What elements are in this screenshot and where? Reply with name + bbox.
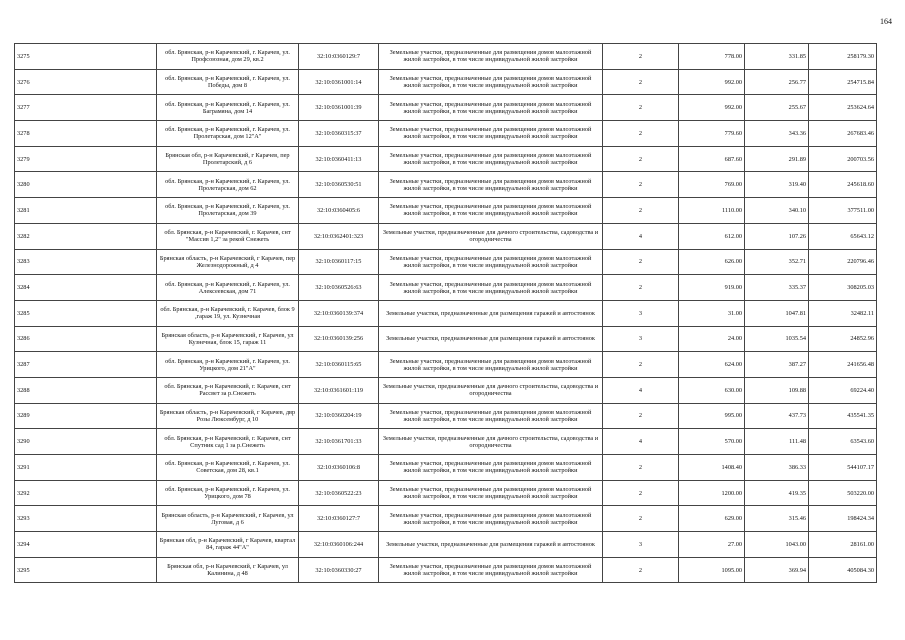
cadastral-number-cell: 32:10:0360330:27 xyxy=(299,557,379,583)
specific-value-cell: 319.40 xyxy=(745,172,809,198)
cadastral-number-cell: 32:10:0360127:7 xyxy=(299,506,379,532)
cadastral-value-cell: 63543.60 xyxy=(809,429,877,455)
category-cell: 2 xyxy=(603,352,679,378)
permitted-use-cell: Земельные участки, предназначенные для размещения домов малоэтажной жилой застройки, в том числе индивидуальной жилой застройки xyxy=(379,480,603,506)
specific-value-cell: 256.77 xyxy=(745,69,809,95)
area-cell: 995.00 xyxy=(679,403,745,429)
specific-value-cell: 315.46 xyxy=(745,506,809,532)
cadastral-value-cell: 24852.96 xyxy=(809,326,877,352)
address-cell: обл. Брянская, р-н Карачевский, г. Карачев, ул. Пролетарская, дом 12"А" xyxy=(157,121,299,147)
area-cell: 778.00 xyxy=(679,44,745,70)
category-cell: 3 xyxy=(603,326,679,352)
address-cell: обл. Брянская, р-н Карачевский, г. Карачев, ул. Урицкого, дом 78 xyxy=(157,480,299,506)
category-cell: 2 xyxy=(603,275,679,301)
permitted-use-cell: Земельные участки, предназначенные для размещения домов малоэтажной жилой застройки, в том числе индивидуальной жилой застройки xyxy=(379,352,603,378)
category-cell: 2 xyxy=(603,95,679,121)
address-cell: Брянская область, р-н Карачевский, г Карачев, ул Луговая, д 6 xyxy=(157,506,299,532)
permitted-use-cell: Земельные участки, предназначенные для размещения домов малоэтажной жилой застройки, в том числе индивидуальной жилой застройки xyxy=(379,403,603,429)
row-number: 3288 xyxy=(15,377,157,403)
cadastral-number-cell: 32:10:0361001:39 xyxy=(299,95,379,121)
cadastral-value-cell: 28161.00 xyxy=(809,532,877,558)
specific-value-cell: 255.67 xyxy=(745,95,809,121)
category-cell: 4 xyxy=(603,377,679,403)
permitted-use-cell: Земельные участки, предназначенные для размещения домов малоэтажной жилой застройки, в том числе индивидуальной жилой застройки xyxy=(379,198,603,224)
cadastral-number-cell: 32:10:0360117:15 xyxy=(299,249,379,275)
specific-value-cell: 109.88 xyxy=(745,377,809,403)
permitted-use-cell: Земельные участки, предназначенные для размещения домов малоэтажной жилой застройки, в том числе индивидуальной жилой застройки xyxy=(379,44,603,70)
row-number: 3279 xyxy=(15,146,157,172)
table-body xyxy=(15,44,877,583)
specific-value-cell: 111.48 xyxy=(745,429,809,455)
row-number: 3283 xyxy=(15,249,157,275)
cadastral-value-cell: 241656.48 xyxy=(809,352,877,378)
specific-value-cell: 419.35 xyxy=(745,480,809,506)
address-cell: обл. Брянская, р-н Карачевский, г. Карачев, снт Спутник сад 1 за р.Снежеть xyxy=(157,429,299,455)
table-row xyxy=(15,300,877,326)
specific-value-cell: 107.26 xyxy=(745,223,809,249)
address-cell: обл. Брянская, р-н Карачевский, г. Карачев, ул. Профсоюзная, дом 29, кв.2 xyxy=(157,44,299,70)
permitted-use-cell: Земельные участки, предназначенные для размещения домов малоэтажной жилой застройки, в том числе индивидуальной жилой застройки xyxy=(379,249,603,275)
cadastral-number-cell: 32:10:0361001:14 xyxy=(299,69,379,95)
cadastral-value-cell: 258179.30 xyxy=(809,44,877,70)
table-row xyxy=(15,429,877,455)
cadastral-value-cell: 65643.12 xyxy=(809,223,877,249)
cadastral-number-cell: 32:10:0360405:6 xyxy=(299,198,379,224)
specific-value-cell: 387.27 xyxy=(745,352,809,378)
specific-value-cell: 1047.81 xyxy=(745,300,809,326)
area-cell: 1095.00 xyxy=(679,557,745,583)
category-cell: 4 xyxy=(603,223,679,249)
cadastral-number-cell: 32:10:0360115:65 xyxy=(299,352,379,378)
row-number: 3290 xyxy=(15,429,157,455)
cadastral-number-cell: 32:10:0360139:374 xyxy=(299,300,379,326)
area-cell: 31.00 xyxy=(679,300,745,326)
category-cell: 2 xyxy=(603,480,679,506)
cadastral-value-cell: 377511.00 xyxy=(809,198,877,224)
specific-value-cell: 352.71 xyxy=(745,249,809,275)
table-row xyxy=(15,532,877,558)
row-number: 3295 xyxy=(15,557,157,583)
address-cell: обл. Брянская, р-н Карачевский, г. Карачев, ул. Урицкого, дом 21"А" xyxy=(157,352,299,378)
cadastral-value-cell: 69224.40 xyxy=(809,377,877,403)
table-row xyxy=(15,44,877,70)
table-row xyxy=(15,249,877,275)
permitted-use-cell: Земельные участки, предназначенные для размещения домов малоэтажной жилой застройки, в том числе индивидуальной жилой застройки xyxy=(379,557,603,583)
area-cell: 992.00 xyxy=(679,95,745,121)
row-number: 3285 xyxy=(15,300,157,326)
specific-value-cell: 1035.54 xyxy=(745,326,809,352)
permitted-use-cell: Земельные участки, предназначенные для дачного строительства, садоводства и огородничества xyxy=(379,429,603,455)
cadastral-value-cell: 220796.46 xyxy=(809,249,877,275)
table-row xyxy=(15,121,877,147)
address-cell: Брянская обл, р-н Карачевский, г Карачев, квартал 84, гараж 44"А" xyxy=(157,532,299,558)
category-cell: 2 xyxy=(603,198,679,224)
cadastral-number-cell: 32:10:0360139:256 xyxy=(299,326,379,352)
category-cell: 2 xyxy=(603,121,679,147)
category-cell: 2 xyxy=(603,455,679,481)
area-cell: 919.00 xyxy=(679,275,745,301)
permitted-use-cell: Земельные участки, предназначенные для дачного строительства, садоводства и огородничества xyxy=(379,223,603,249)
row-number: 3281 xyxy=(15,198,157,224)
area-cell: 687.60 xyxy=(679,146,745,172)
row-number: 3293 xyxy=(15,506,157,532)
area-cell: 612.00 xyxy=(679,223,745,249)
row-number: 3286 xyxy=(15,326,157,352)
address-cell: обл. Брянская, р-н Карачевский, г. Карачев, блок 9 ,гараж 19, ул. Кузнечная xyxy=(157,300,299,326)
table-row xyxy=(15,480,877,506)
category-cell: 2 xyxy=(603,249,679,275)
address-cell: обл. Брянская, р-н Карачевский, г. Карачев, снт "Массив 1,2" за рекой Снежеть xyxy=(157,223,299,249)
permitted-use-cell: Земельные участки, предназначенные для размещения домов малоэтажной жилой застройки, в том числе индивидуальной жилой застройки xyxy=(379,146,603,172)
address-cell: обл. Брянская, р-н Карачевский, г. Карачев, снт Рассвет за р.Снежеть xyxy=(157,377,299,403)
cadastral-value-cell: 254715.84 xyxy=(809,69,877,95)
category-cell: 3 xyxy=(603,532,679,558)
category-cell: 2 xyxy=(603,557,679,583)
category-cell: 3 xyxy=(603,300,679,326)
table-row xyxy=(15,506,877,532)
cadastral-value-cell: 405084.30 xyxy=(809,557,877,583)
cadastral-value-cell: 200703.56 xyxy=(809,146,877,172)
cadastral-value-cell: 245618.60 xyxy=(809,172,877,198)
address-cell: Брянская область, р-н Карачевский, г Карачев, ул Кузнечная, блок 15, гараж 11 xyxy=(157,326,299,352)
cadastral-number-cell: 32:10:0361701:33 xyxy=(299,429,379,455)
area-cell: 626.00 xyxy=(679,249,745,275)
permitted-use-cell: Земельные участки, предназначенные для размещения домов малоэтажной жилой застройки, в том числе индивидуальной жилой застройки xyxy=(379,69,603,95)
cadastral-value-cell: 253624.64 xyxy=(809,95,877,121)
address-cell: обл. Брянская, р-н Карачевский, г. Карачев, ул. Алексеевская, дом 71 xyxy=(157,275,299,301)
table-row xyxy=(15,455,877,481)
cadastral-value-cell: 32482.11 xyxy=(809,300,877,326)
area-cell: 24.00 xyxy=(679,326,745,352)
cadastral-value-cell: 198424.34 xyxy=(809,506,877,532)
permitted-use-cell: Земельные участки, предназначенные для размещения гаражей и автостоянок xyxy=(379,326,603,352)
row-number: 3282 xyxy=(15,223,157,249)
specific-value-cell: 369.94 xyxy=(745,557,809,583)
table-row xyxy=(15,326,877,352)
address-cell: Брянская область, р-н Карачевский, г Карачев, двр Розы Люксембург, д 10 xyxy=(157,403,299,429)
page-number: 164 xyxy=(880,17,892,26)
specific-value-cell: 291.89 xyxy=(745,146,809,172)
cadastral-number-cell: 32:10:0360106:244 xyxy=(299,532,379,558)
cadastral-number-cell: 32:10:0360411:13 xyxy=(299,146,379,172)
specific-value-cell: 1043.00 xyxy=(745,532,809,558)
cadastral-number-cell: 32:10:0360315:37 xyxy=(299,121,379,147)
cadastral-value-table xyxy=(14,43,877,583)
cadastral-value-cell: 308205.03 xyxy=(809,275,877,301)
row-number: 3284 xyxy=(15,275,157,301)
category-cell: 2 xyxy=(603,403,679,429)
category-cell: 2 xyxy=(603,506,679,532)
area-cell: 27.00 xyxy=(679,532,745,558)
area-cell: 769.00 xyxy=(679,172,745,198)
address-cell: Брянская обл, р-н Карачевский, г Карачев, ул Калинина, д 48 xyxy=(157,557,299,583)
row-number: 3294 xyxy=(15,532,157,558)
area-cell: 570.00 xyxy=(679,429,745,455)
row-number: 3292 xyxy=(15,480,157,506)
area-cell: 624.00 xyxy=(679,352,745,378)
table-row xyxy=(15,377,877,403)
cadastral-number-cell: 32:10:0360106:8 xyxy=(299,455,379,481)
table-row xyxy=(15,352,877,378)
cadastral-number-cell: 32:10:0360526:63 xyxy=(299,275,379,301)
permitted-use-cell: Земельные участки, предназначенные для размещения гаражей и автостоянок xyxy=(379,300,603,326)
address-cell: Брянская обл, р-н Карачевский, г Карачев, пер Пролетарский, д 6 xyxy=(157,146,299,172)
address-cell: Брянская область, р-н Карачевский, г Карачев, пер Железнодорожный, д 4 xyxy=(157,249,299,275)
area-cell: 992.00 xyxy=(679,69,745,95)
row-number: 3289 xyxy=(15,403,157,429)
area-cell: 1408.40 xyxy=(679,455,745,481)
category-cell: 2 xyxy=(603,146,679,172)
area-cell: 1110.00 xyxy=(679,198,745,224)
permitted-use-cell: Земельные участки, предназначенные для размещения домов малоэтажной жилой застройки, в том числе индивидуальной жилой застройки xyxy=(379,275,603,301)
cadastral-number-cell: 32:10:0360522:23 xyxy=(299,480,379,506)
row-number: 3275 xyxy=(15,44,157,70)
cadastral-value-cell: 435541.35 xyxy=(809,403,877,429)
category-cell: 4 xyxy=(603,429,679,455)
table-row xyxy=(15,275,877,301)
table-row xyxy=(15,223,877,249)
cadastral-number-cell: 32:10:0360204:19 xyxy=(299,403,379,429)
table-row xyxy=(15,403,877,429)
address-cell: обл. Брянская, р-н Карачевский, г. Карачев, ул. Пролетарская, дом 62 xyxy=(157,172,299,198)
permitted-use-cell: Земельные участки, предназначенные для размещения домов малоэтажной жилой застройки, в том числе индивидуальной жилой застройки xyxy=(379,455,603,481)
specific-value-cell: 437.73 xyxy=(745,403,809,429)
specific-value-cell: 331.85 xyxy=(745,44,809,70)
address-cell: обл. Брянская, р-н Карачевский, г. Карачев, ул. Баграмяна, дом 14 xyxy=(157,95,299,121)
table-row xyxy=(15,69,877,95)
category-cell: 2 xyxy=(603,69,679,95)
cadastral-number-cell: 32:10:0360530:51 xyxy=(299,172,379,198)
area-cell: 779.60 xyxy=(679,121,745,147)
permitted-use-cell: Земельные участки, предназначенные для размещения домов малоэтажной жилой застройки, в том числе индивидуальной жилой застройки xyxy=(379,121,603,147)
row-number: 3276 xyxy=(15,69,157,95)
permitted-use-cell: Земельные участки, предназначенные для размещения домов малоэтажной жилой застройки, в том числе индивидуальной жилой застройки xyxy=(379,506,603,532)
cadastral-number-cell: 32:10:0361601:119 xyxy=(299,377,379,403)
cadastral-value-cell: 503220.00 xyxy=(809,480,877,506)
permitted-use-cell: Земельные участки, предназначенные для дачного строительства, садоводства и огородничества xyxy=(379,377,603,403)
row-number: 3291 xyxy=(15,455,157,481)
row-number: 3287 xyxy=(15,352,157,378)
cadastral-number-cell: 32:10:0360129:7 xyxy=(299,44,379,70)
address-cell: обл. Брянская, р-н Карачевский, г. Карачев, ул. Пролетарская, дом 39 xyxy=(157,198,299,224)
area-cell: 630.00 xyxy=(679,377,745,403)
area-cell: 1200.00 xyxy=(679,480,745,506)
category-cell: 2 xyxy=(603,172,679,198)
row-number: 3278 xyxy=(15,121,157,147)
cadastral-number-cell: 32:10:0362401:323 xyxy=(299,223,379,249)
specific-value-cell: 340.10 xyxy=(745,198,809,224)
permitted-use-cell: Земельные участки, предназначенные для размещения гаражей и автостоянок xyxy=(379,532,603,558)
address-cell: обл. Брянская, р-н Карачевский, г. Карачев, ул. Советская, дом 28, кв.1 xyxy=(157,455,299,481)
table-row xyxy=(15,146,877,172)
table-row xyxy=(15,95,877,121)
cadastral-value-cell: 544107.17 xyxy=(809,455,877,481)
permitted-use-cell: Земельные участки, предназначенные для размещения домов малоэтажной жилой застройки, в том числе индивидуальной жилой застройки xyxy=(379,95,603,121)
cadastral-value-cell: 267683.46 xyxy=(809,121,877,147)
specific-value-cell: 335.37 xyxy=(745,275,809,301)
area-cell: 629.00 xyxy=(679,506,745,532)
specific-value-cell: 343.36 xyxy=(745,121,809,147)
address-cell: обл. Брянская, р-н Карачевский, г. Карачев, ул. Победы, дом 8 xyxy=(157,69,299,95)
permitted-use-cell: Земельные участки, предназначенные для размещения домов малоэтажной жилой застройки, в том числе индивидуальной жилой застройки xyxy=(379,172,603,198)
specific-value-cell: 386.33 xyxy=(745,455,809,481)
table-row xyxy=(15,172,877,198)
table-row xyxy=(15,198,877,224)
table-row xyxy=(15,557,877,583)
row-number: 3277 xyxy=(15,95,157,121)
category-cell: 2 xyxy=(603,44,679,70)
row-number: 3280 xyxy=(15,172,157,198)
